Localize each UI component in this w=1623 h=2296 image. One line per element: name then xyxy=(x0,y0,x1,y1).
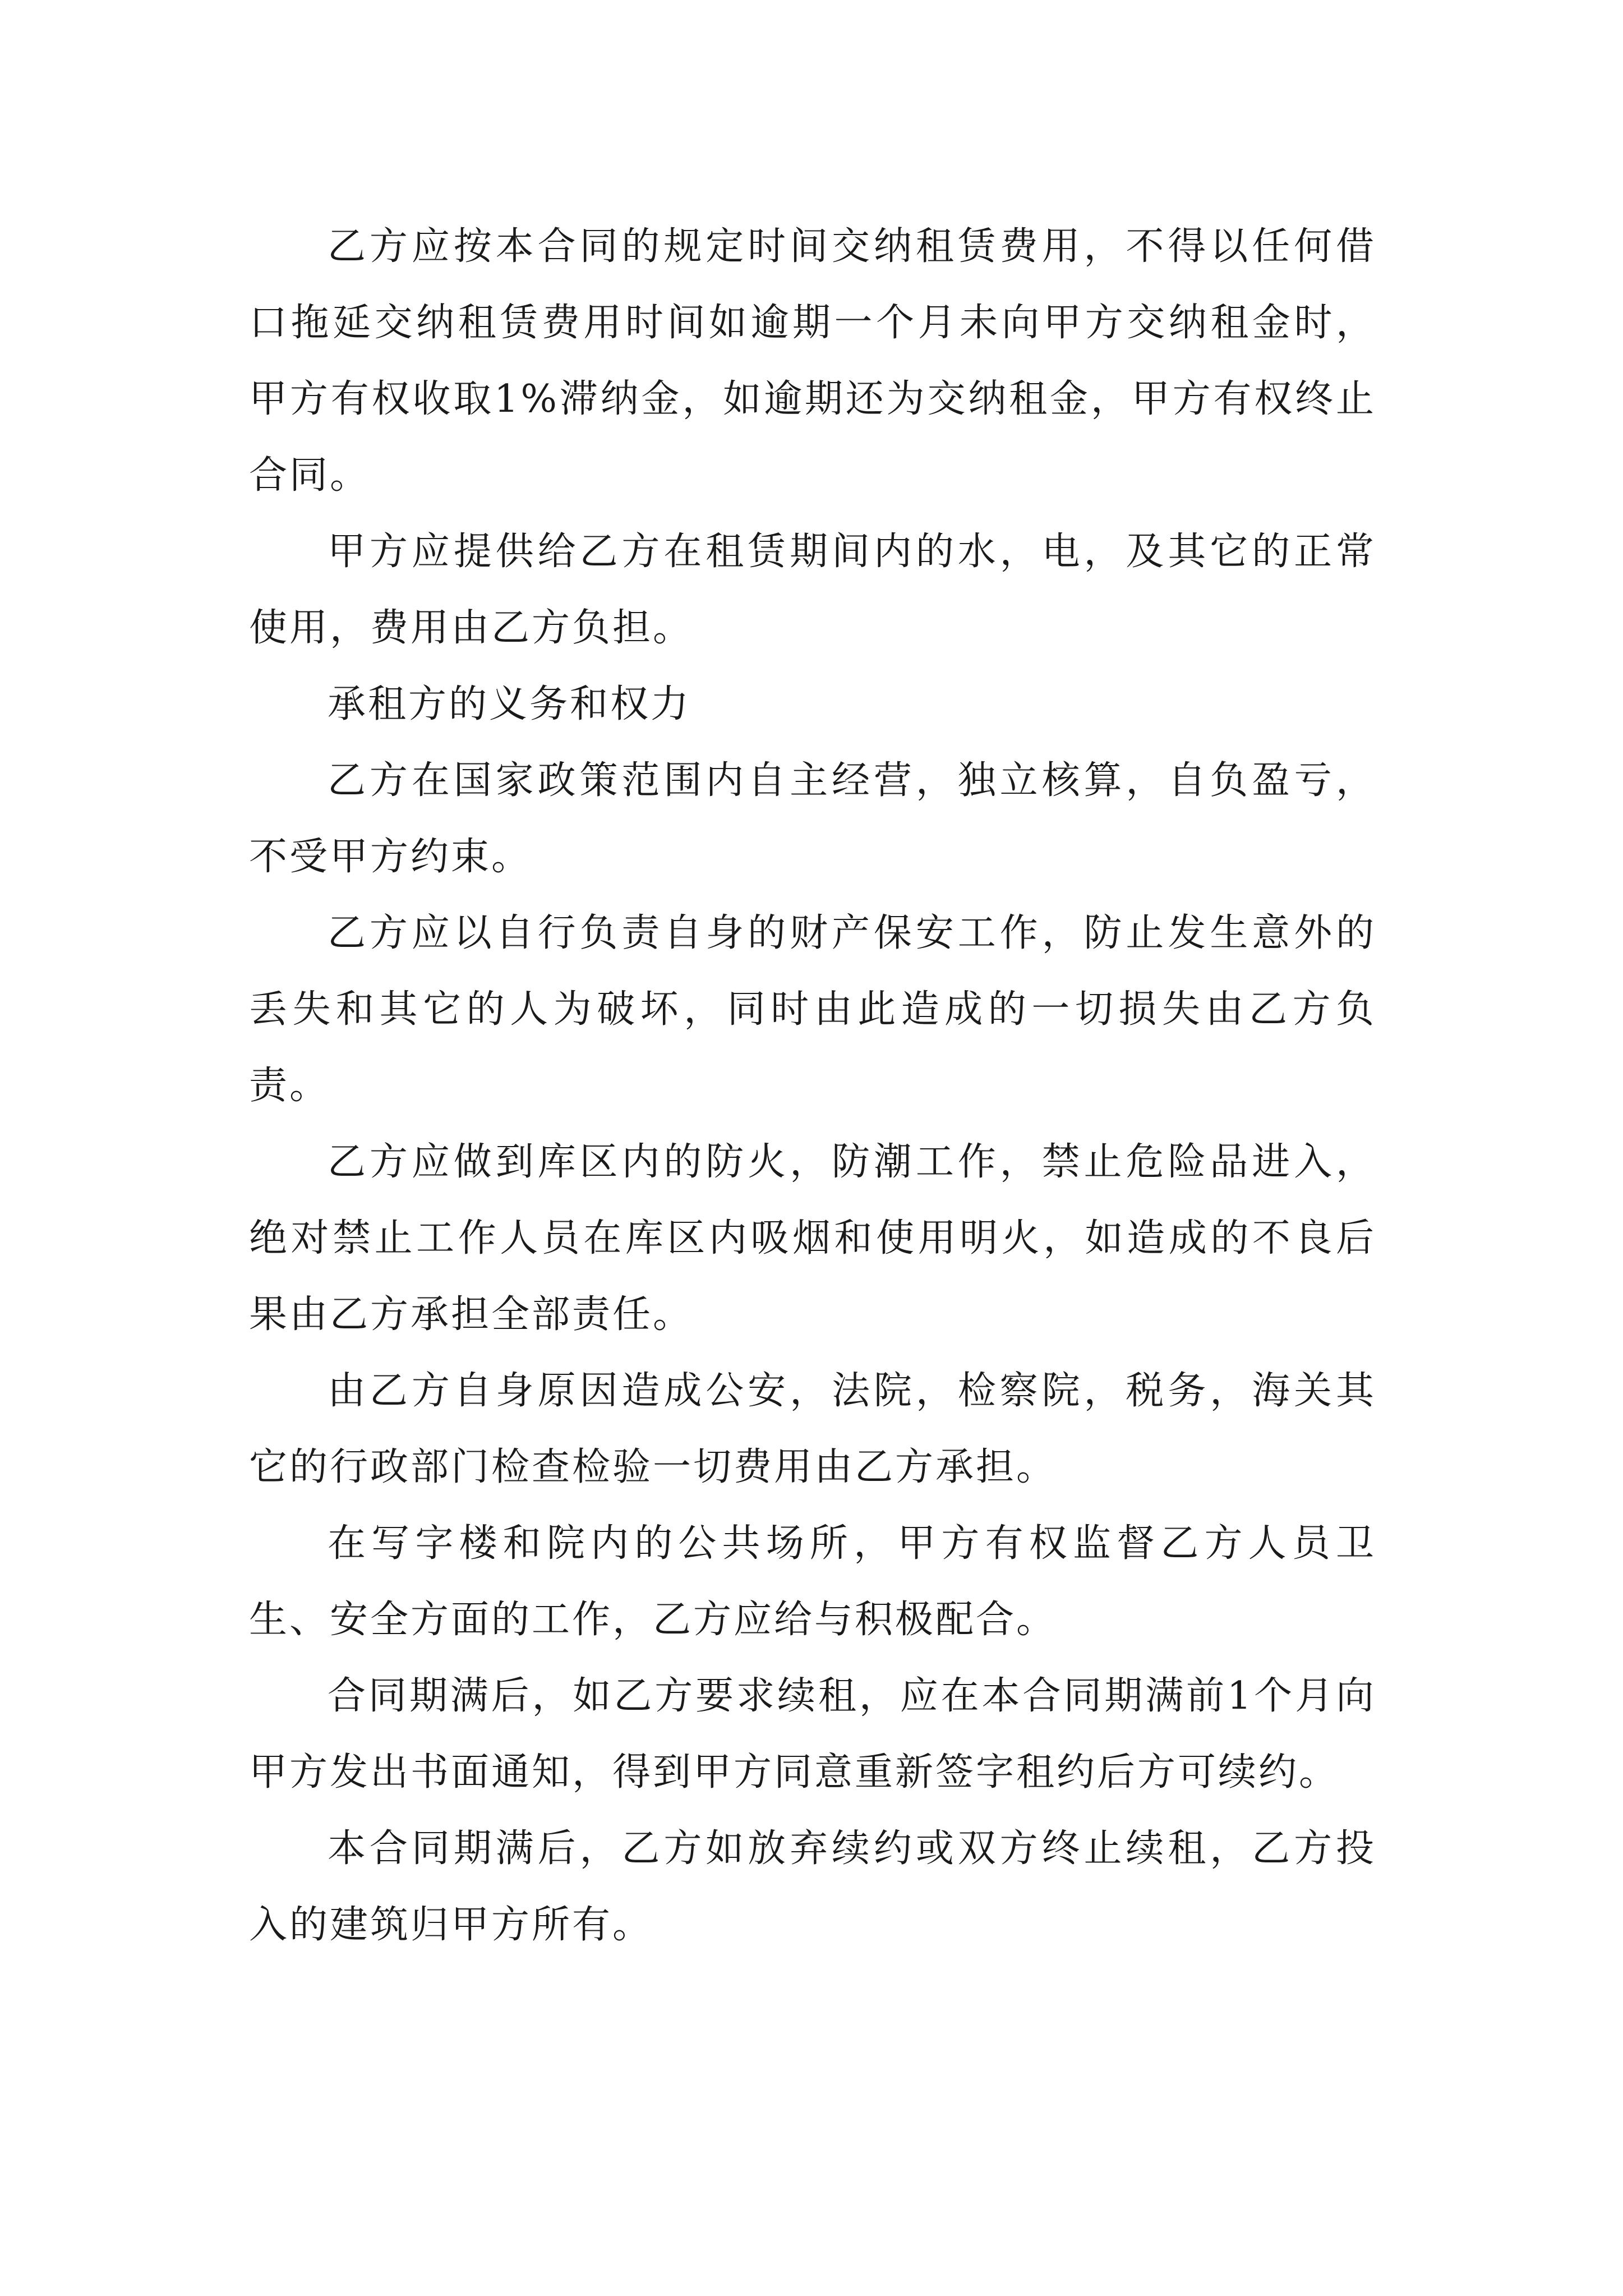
paragraph-property-security: 乙方应以自行负责自身的财产保安工作，防止发生意外的丢失和其它的人为破坏，同时由此造成的一切损失由乙方负责。 xyxy=(249,911,1376,1108)
paragraph-late-payment: 乙方应按本合同的规定时间交纳租赁费用，不得以任何借口拖延交纳租赁费用时间如逾期一个月未向甲方交纳租金时，甲方有权收取1%滞纳金，如逾期还为交纳租金，甲方有权终止合同。 xyxy=(249,224,1376,498)
paragraph-building-ownership: 本合同期满后，乙方如放弃续约或双方终止续租，乙方投入的建筑归甲方所有。 xyxy=(249,1826,1376,1947)
paragraph-independent-operation: 乙方在国家政策范围内自主经营，独立核算，自负盈亏，不受甲方约束。 xyxy=(249,758,1376,879)
paragraph-public-area-supervision: 在写字楼和院内的公共场所，甲方有权监督乙方人员卫生、安全方面的工作，乙方应给与积极配合。 xyxy=(249,1521,1376,1642)
paragraph-renewal-notice: 合同期满后，如乙方要求续租，应在本合同期满前1个月向甲方发出书面通知，得到甲方同意重新签字租约后方可续约。 xyxy=(249,1674,1376,1795)
paragraph-utilities: 甲方应提供给乙方在租赁期间内的水，电，及其它的正常使用，费用由乙方负担。 xyxy=(249,530,1376,650)
paragraph-fire-prevention: 乙方应做到库区内的防火，防潮工作，禁止危险品进入，绝对禁止工作人员在库区内吸烟和使用明火，如造成的不良后果由乙方承担全部责任。 xyxy=(249,1140,1376,1337)
section-heading-lessee-duties: 承租方的义务和权力 xyxy=(328,682,691,726)
document-body xyxy=(249,209,1376,1963)
paragraph-inspection-costs: 由乙方自身原因造成公安，法院，检察院，税务，海关其它的行政部门检查检验一切费用由乙方承担。 xyxy=(249,1369,1376,1489)
